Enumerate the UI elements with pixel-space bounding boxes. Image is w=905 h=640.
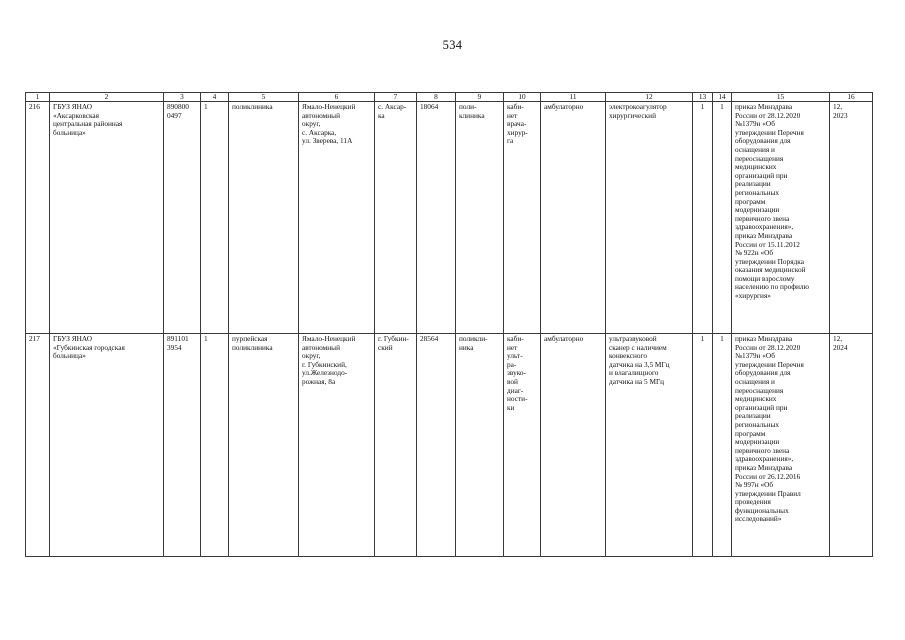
facility-type-cell: поли- клиника (456, 102, 504, 334)
settlement-cell: г. Губкин- ский (375, 334, 417, 557)
column-header: 12 (606, 93, 693, 102)
code-cell: 891101 3954 (164, 334, 201, 557)
regulation-cell: приказ Минздрава России от 28.12.2020 №1379н «Об утверждении Перечня оборудования для оснащения и переоснащения медицинских организаций при реализации региональных программ модернизации первичного звена здравоохранения», приказ Минздрава России от 26.12.2016 № 997н «Об утверждении Правил проведения функциональных исследований» (732, 334, 830, 557)
settlement-cell: с. Аксар- ка (375, 102, 417, 334)
care-conditions-cell: амбулаторно (541, 334, 606, 557)
deadline-cell: 12, 2024 (830, 334, 873, 557)
column-header: 14 (713, 93, 732, 102)
code-cell: 890800 0497 (164, 102, 201, 334)
column-header: 2 (50, 93, 164, 102)
table-row (26, 334, 873, 557)
quantity-cell: 1 (693, 102, 713, 334)
quantity-cell: 1 (713, 102, 732, 334)
table-row (26, 102, 873, 334)
organization-cell: ГБУЗ ЯНАО «Губкинская городская больница» (50, 334, 164, 557)
equipment-registry-table (25, 92, 873, 557)
column-header: 7 (375, 93, 417, 102)
column-header: 1 (26, 93, 50, 102)
column-header: 10 (504, 93, 541, 102)
column-header: 3 (164, 93, 201, 102)
care-conditions-cell: амбулаторно (541, 102, 606, 334)
equipment-cell: электрокоагулятор хирургический (606, 102, 693, 334)
address-cell: Ямало-Ненецкий автономный округ, г. Губкинский, ул.Железнодо- рожная, 8а (299, 334, 375, 557)
column-header: 8 (417, 93, 456, 102)
column-header: 16 (830, 93, 873, 102)
population-cell: 18064 (417, 102, 456, 334)
column-number-header (26, 93, 873, 102)
quantity-cell: 1 (693, 334, 713, 557)
column-header: 13 (693, 93, 713, 102)
address-cell: Ямало-Ненецкий автономный округ, с. Аксарка, ул. Зверева, 11А (299, 102, 375, 334)
organization-cell: ГБУЗ ЯНАО «Аксарковская центральная районная больница» (50, 102, 164, 334)
subdivision-cell: поликлиника (229, 102, 299, 334)
deadline-cell: 12, 2023 (830, 102, 873, 334)
cabinet-cell: каби- нет ульт- ра- звуко- вой диаг- ности- ки (504, 334, 541, 557)
column-header: 4 (201, 93, 229, 102)
row-number-cell: 216 (26, 102, 50, 334)
facility-type-cell: поликли- ника (456, 334, 504, 557)
regulation-cell: приказ Минздрава России от 28.12.2020 №1379н «Об утверждении Перечня оборудования для оснащения и переоснащения медицинских организаций при реализации региональных программ модернизации первичного звена здравоохранения», приказ Минздрава России от 15.11.2012 № 922н «Об утверждении Порядка оказания медицинской помощи взрослому населению по профилю «хирургия» (732, 102, 830, 334)
column-header: 15 (732, 93, 830, 102)
row-number-cell: 217 (26, 334, 50, 557)
population-cell: 28564 (417, 334, 456, 557)
column-header: 11 (541, 93, 606, 102)
equipment-cell: ультразвуковой сканер с наличием конвексного датчика на 3,5 МГц и влагалищного датчика на 5 МГц (606, 334, 693, 557)
column-header: 6 (299, 93, 375, 102)
column-header: 9 (456, 93, 504, 102)
quantity-cell: 1 (713, 334, 732, 557)
cabinet-cell: каби- нет врача- хирур- га (504, 102, 541, 334)
column-header: 5 (229, 93, 299, 102)
subdivision-cell: пурпейская поликлиника (229, 334, 299, 557)
page-number: 534 (442, 38, 463, 52)
count-cell: 1 (201, 102, 229, 334)
count-cell: 1 (201, 334, 229, 557)
